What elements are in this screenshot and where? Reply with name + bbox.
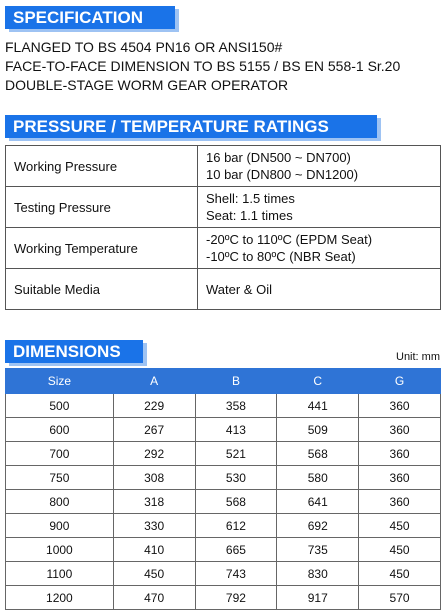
table-cell: 509 [277,418,359,442]
table-cell: 735 [277,538,359,562]
table-row [6,538,441,562]
dimensions-header-row [6,369,441,394]
table-cell: 413 [195,418,277,442]
table-cell: 521 [195,442,277,466]
ratings-label: Testing Pressure [6,187,198,228]
table-cell: 441 [277,394,359,418]
table-cell: 530 [195,466,277,490]
ratings-value-line: -10ºC to 80ºC (NBR Seat) [206,249,356,264]
column-header: Size [6,369,114,394]
table-cell: 800 [6,490,114,514]
table-cell: 360 [359,442,441,466]
ratings-value-line: Shell: 1.5 times [206,191,295,206]
table-cell: 229 [113,394,195,418]
table-cell: 750 [6,466,114,490]
ratings-value [198,228,441,269]
table-cell: 470 [113,586,195,610]
ratings-table [5,145,441,310]
ratings-row [6,228,441,269]
ratings-value [198,187,441,228]
spec-line: DOUBLE-STAGE WORM GEAR OPERATOR [5,77,289,93]
table-cell: 641 [277,490,359,514]
table-cell: 267 [113,418,195,442]
table-cell: 692 [277,514,359,538]
table-cell: 318 [113,490,195,514]
table-cell: 830 [277,562,359,586]
dimensions-body [6,394,441,610]
ratings-row [6,269,441,310]
table-cell: 410 [113,538,195,562]
table-row [6,490,441,514]
table-row [6,394,441,418]
table-cell: 500 [6,394,114,418]
ratings-label: Working Pressure [6,146,198,187]
table-cell: 360 [359,394,441,418]
table-cell: 612 [195,514,277,538]
table-cell: 450 [359,562,441,586]
ratings-value [198,269,441,310]
table-cell: 292 [113,442,195,466]
ratings-value [198,146,441,187]
specification-list [5,38,400,95]
table-cell: 700 [6,442,114,466]
table-row [6,514,441,538]
table-row [6,418,441,442]
table-cell: 1100 [6,562,114,586]
dimensions-table [5,368,441,610]
ratings-label: Working Temperature [6,228,198,269]
ratings-label: Suitable Media [6,269,198,310]
table-cell: 792 [195,586,277,610]
ratings-row [6,146,441,187]
table-cell: 570 [359,586,441,610]
table-row [6,586,441,610]
table-cell: 665 [195,538,277,562]
table-cell: 917 [277,586,359,610]
specification-heading: SPECIFICATION [5,6,175,29]
table-cell: 600 [6,418,114,442]
ratings-value-line: 16 bar (DN500 ~ DN700) [206,150,351,165]
column-header: G [359,369,441,394]
table-cell: 360 [359,490,441,514]
unit-label: Unit: mm [396,351,440,363]
table-cell: 330 [113,514,195,538]
table-cell: 580 [277,466,359,490]
column-header: A [113,369,195,394]
table-row [6,466,441,490]
table-cell: 568 [277,442,359,466]
dimensions-heading: DIMENSIONS [5,340,143,363]
column-header: B [195,369,277,394]
table-cell: 1200 [6,586,114,610]
table-cell: 568 [195,490,277,514]
table-row [6,562,441,586]
table-cell: 360 [359,466,441,490]
column-header: C [277,369,359,394]
ratings-value-line: 10 bar (DN800 ~ DN1200) [206,167,359,182]
table-cell: 743 [195,562,277,586]
table-cell: 450 [359,514,441,538]
ratings-row [6,187,441,228]
spec-line: FACE-TO-FACE DIMENSION TO BS 5155 / BS EN 558-1 Sr.20 [5,58,401,74]
table-cell: 450 [359,538,441,562]
table-cell: 358 [195,394,277,418]
spec-line: FLANGED TO BS 4504 PN16 OR ANSI150# [5,39,283,55]
table-cell: 360 [359,418,441,442]
ratings-value-line: Seat: 1.1 times [206,208,293,223]
table-cell: 450 [113,562,195,586]
table-cell: 900 [6,514,114,538]
table-row [6,442,441,466]
table-cell: 308 [113,466,195,490]
ratings-heading: PRESSURE / TEMPERATURE RATINGS [5,115,377,138]
ratings-value-line: Water & Oil [206,281,272,297]
ratings-value-line: -20ºC to 110ºC (EPDM Seat) [206,232,373,247]
table-cell: 1000 [6,538,114,562]
